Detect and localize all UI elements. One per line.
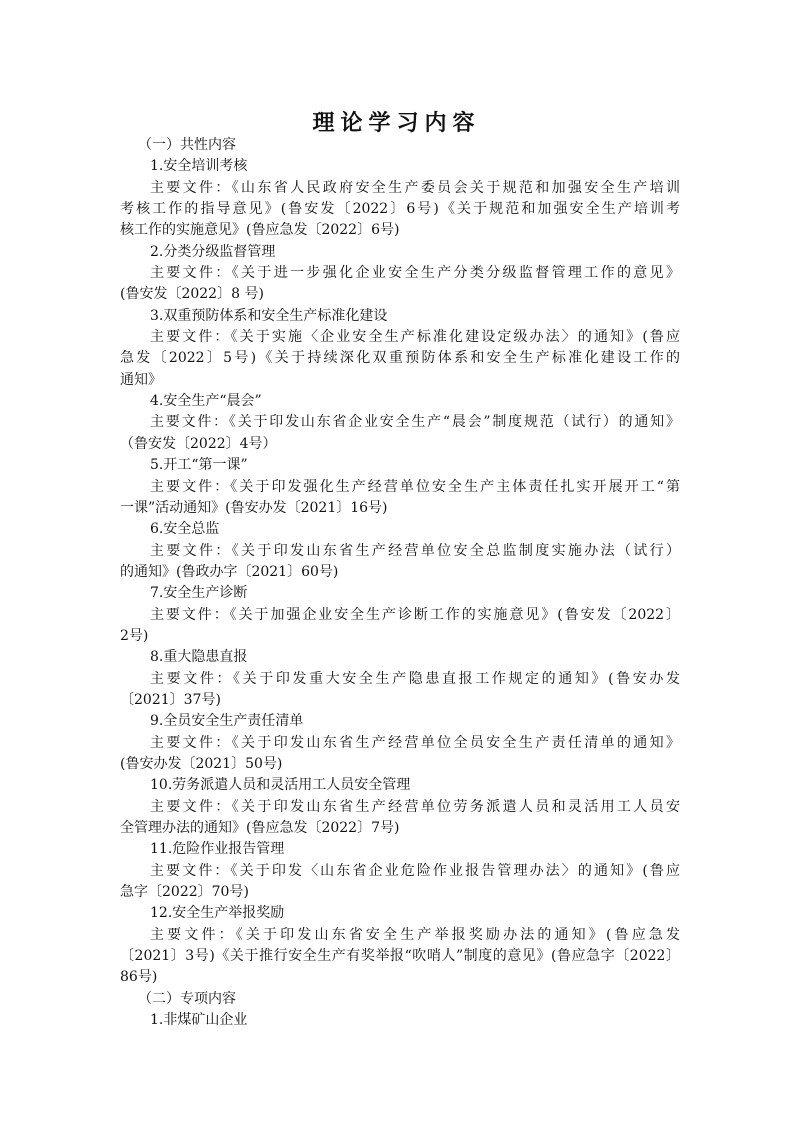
body-line: 主要文件：《关于印发山东省企业安全生产“晨会”制度规范（试行）的通知》	[150, 414, 680, 431]
body-line: 主要文件：《山东省人民政府安全生产委员会关于规范和加强安全生产培训	[150, 179, 680, 196]
item-heading: 11.危险作业报告管理	[150, 841, 285, 858]
item-heading: 9.全员安全生产责任清单	[150, 713, 304, 730]
body-line: （鲁安发〔2022〕4号）	[120, 435, 277, 452]
item-heading: 8.重大隐患直报	[150, 649, 248, 666]
body-line: 急发〔2022〕5号)《关于持续深化双重预防体系和安全生产标准化建设工作的	[120, 350, 680, 367]
body-line: 主要文件：《关于实施〈企业安全生产标准化建设定级办法〉的通知》(鲁应	[150, 329, 680, 346]
item-heading: 12.安全生产举报奖励	[150, 905, 285, 922]
body-line: 主要文件：《关于印发山东省生产经营单位全员安全生产责任清单的通知》	[150, 734, 680, 751]
body-line: 2号)	[120, 627, 149, 644]
item-heading: 7.安全生产诊断	[150, 585, 248, 602]
body-line: 全管理办法的通知》(鲁应急发〔2022〕7号)	[120, 820, 400, 836]
body-line: 主要文件：《关于进一步强化企业安全生产分类分级监督管理工作的意见》	[150, 265, 680, 282]
section-heading: （一）共性内容	[138, 137, 236, 153]
item-heading: 10.劳务派遣人员和灵活用工人员安全管理	[150, 777, 411, 794]
item-heading: 5.开工“第一课”	[150, 457, 248, 474]
item-heading: 3.双重预防体系和安全生产标准化建设	[150, 307, 388, 324]
body-line: 一课”活动通知》(鲁安办发〔2021〕16号)	[120, 499, 388, 516]
body-line: 主要文件：《关于印发山东省生产经营单位安全总监制度实施办法（试行）	[150, 542, 680, 559]
body-line: 急字〔2022〕70号)	[120, 884, 249, 901]
body-line: 通知》	[120, 371, 162, 388]
item-heading: 6.安全总监	[150, 521, 220, 538]
body-line: (鲁安办发〔2021〕50号)	[120, 755, 283, 772]
body-line: 主要文件：《关于印发山东省生产经营单位劳务派遣人员和灵活用工人员安	[150, 798, 680, 815]
body-line: 核工作的实施意见》(鲁应急发〔2022〕6号)	[120, 222, 400, 239]
body-line: 86号)	[120, 969, 158, 986]
item-heading: 4.安全生产“晨会”	[150, 393, 262, 410]
section-heading: （二）专项内容	[138, 990, 236, 1007]
document-body	[120, 135, 680, 1031]
body-line: 的通知》(鲁政办字〔2021〕60号)	[120, 563, 339, 580]
body-line: 考核工作的指导意见》(鲁安发〔2022〕6号)《关于规范和加强安全生产培训考	[120, 201, 680, 218]
page-title: 理论学习内容	[312, 110, 481, 136]
body-line: 主要文件：《关于印发重大安全生产隐患直报工作规定的通知》(鲁安办发	[150, 670, 680, 687]
body-line: (鲁安发〔2022〕8 号)	[120, 286, 264, 303]
body-line: 主要文件：《关于印发山东省安全生产举报奖励办法的通知》(鲁应急发	[150, 926, 680, 943]
body-line: 主要文件：《关于加强企业安全生产诊断工作的实施意见》(鲁安发〔2022〕	[150, 606, 680, 623]
body-line: 〔2021〕37号)	[120, 691, 221, 708]
item-heading: 1.安全培训考核	[150, 158, 248, 175]
body-line: 主要文件：《关于印发〈山东省企业危险作业报告管理办法〉的通知》(鲁应	[150, 862, 680, 879]
item-heading: 2.分类分级监督管理	[150, 243, 276, 260]
body-line: 〔2021〕3号)《关于推行安全生产有奖举报“吹哨人”制度的意见》(鲁应急字〔2022〕	[120, 948, 680, 965]
item-heading: 1.非煤矿山企业	[150, 1012, 248, 1029]
body-line: 主要文件：《关于印发强化生产经营单位安全生产主体责任扎实开展开工“第	[150, 478, 680, 495]
